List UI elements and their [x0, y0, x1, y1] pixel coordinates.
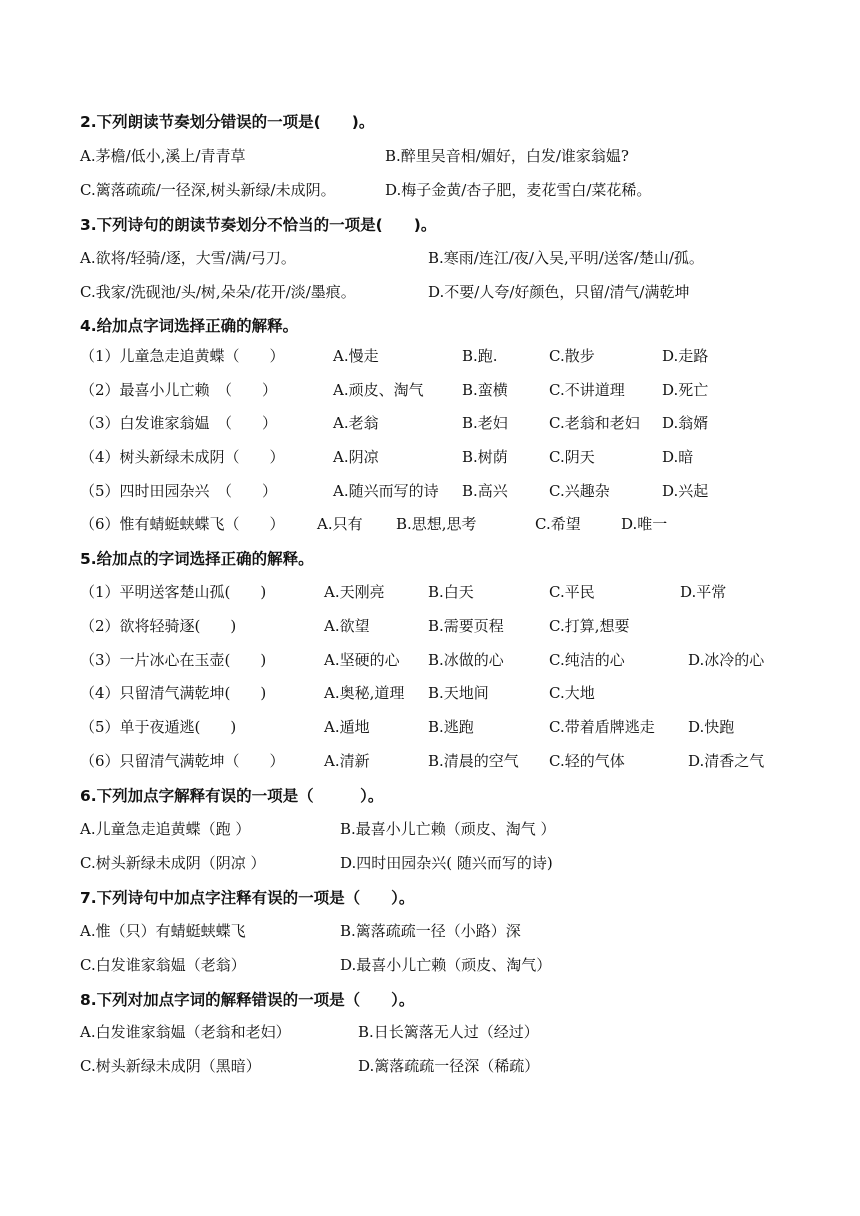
option-b: B.日长篱落无人过（经过） [358, 1023, 539, 1041]
question-5-title: 5.给加点的字词选择正确的解释。 [80, 550, 314, 568]
question-7-title: 7.下列诗句中加点字注释有误的一项是（ ）。 [80, 889, 415, 907]
option-a: A.儿童急走追黄蝶（跑 ） [80, 820, 251, 838]
option-c: C.树头新绿未成阴（黑暗） [80, 1057, 261, 1075]
item-text: （1）儿童急走追黄蝶（ ） [80, 347, 285, 365]
option-a: A.老翁 [333, 414, 379, 432]
option-d: D.最喜小儿亡赖（顽皮、淘气） [340, 956, 552, 974]
option-b: B.逃跑 [428, 718, 474, 736]
option-c: C.希望 [535, 515, 581, 533]
option-d: D.走路 [662, 347, 709, 365]
option-d: D.死亡 [662, 381, 709, 399]
option-c: C.树头新绿未成阴（阴凉 ） [80, 854, 266, 872]
option-a: A.只有 [317, 515, 363, 533]
item-text: （2）最喜小儿亡赖 （ ） [80, 381, 278, 399]
question-2-title: 2.下列朗读节奏划分错误的一项是( )。 [80, 113, 375, 131]
option-a: A.坚硬的心 [324, 651, 400, 669]
option-c: C.兴趣杂 [549, 482, 610, 500]
item-text: （3）白发谁家翁媪 （ ） [80, 414, 278, 432]
option-a: A.欲望 [324, 617, 370, 635]
option-b: B.白天 [428, 583, 474, 601]
option-a: A.白发谁家翁媪（老翁和老妇） [80, 1023, 291, 1041]
option-a: A.天刚亮 [324, 583, 385, 601]
option-a: A.惟（只）有蜻蜓蛱蝶飞 [80, 922, 246, 940]
item-text: （6）只留清气满乾坤（ ） [80, 752, 285, 770]
option-c: C.我家/洗砚池/头/树,朵朵/花开/淡/墨痕。 [80, 283, 356, 301]
option-c: C.老翁和老妇 [549, 414, 640, 432]
option-a: A.奥秘,道理 [324, 684, 405, 702]
option-c: C.平民 [549, 583, 595, 601]
option-c: C.打算,想要 [549, 617, 630, 635]
option-b: B.冰做的心 [428, 651, 504, 669]
option-d: D.清香之气 [688, 752, 765, 770]
option-c: C.带着盾牌逃走 [549, 718, 655, 736]
option-a: A.顽皮、淘气 [333, 381, 424, 399]
option-d: D.不要/人夸/好颜色，只留/清气/满乾坤 [428, 283, 690, 301]
option-c: C.篱落疏疏/一径深,树头新绿/未成阴。 [80, 181, 336, 199]
item-text: （4）树头新绿未成阴（ ） [80, 448, 285, 466]
question-4-title: 4.给加点字词选择正确的解释。 [80, 317, 299, 335]
item-text: （4）只留清气满乾坤( ) [80, 684, 267, 702]
option-b: B.树荫 [462, 448, 508, 466]
item-text: （5）单于夜遁逃( ) [80, 718, 237, 736]
option-d: D.唯一 [621, 515, 668, 533]
question-3-title: 3.下列诗句的朗读节奏划分不恰当的一项是( )。 [80, 216, 437, 234]
item-text: （6）惟有蜻蜓蛱蝶飞（ ） [80, 515, 285, 533]
option-c: C.散步 [549, 347, 595, 365]
option-a: A.慢走 [333, 347, 379, 365]
option-c: C.轻的气体 [549, 752, 625, 770]
option-a: A.清新 [324, 752, 370, 770]
option-a: A.阴凉 [333, 448, 379, 466]
option-b: B.篱落疏疏一径（小路）深 [340, 922, 521, 940]
option-b: B.最喜小儿亡赖（顽皮、淘气 ） [340, 820, 556, 838]
option-d: D.梅子金黄/杏子肥，麦花雪白/菜花稀。 [385, 181, 652, 199]
item-text: （2）欲将轻骑逐( ) [80, 617, 237, 635]
option-b: B.天地间 [428, 684, 489, 702]
item-text: （5）四时田园杂兴 （ ） [80, 482, 278, 500]
option-c: C.阴天 [549, 448, 595, 466]
option-d: D.篱落疏疏一径深（稀疏） [358, 1057, 540, 1075]
option-c: C.大地 [549, 684, 595, 702]
option-d: D.平常 [680, 583, 727, 601]
option-b: B.蛮横 [462, 381, 508, 399]
option-a: A.欲将/轻骑/逐，大雪/满/弓刀。 [80, 249, 296, 267]
item-text: （3）一片冰心在玉壶( ) [80, 651, 267, 669]
option-d: D.四时田园杂兴( 随兴而写的诗) [340, 854, 553, 872]
option-b: B.思想,思考 [396, 515, 477, 533]
option-b: B.跑. [462, 347, 498, 365]
question-6-title: 6.下列加点字解释有误的一项是（ ）。 [80, 787, 384, 805]
option-c: C.纯洁的心 [549, 651, 625, 669]
option-c: C.白发谁家翁媪（老翁） [80, 956, 246, 974]
item-text: （1）平明送客楚山孤( ) [80, 583, 267, 601]
option-d: D.兴起 [662, 482, 709, 500]
option-a: A.遁地 [324, 718, 370, 736]
option-a: A.茅檐/低小,溪上/青青草 [80, 147, 246, 165]
question-8-title: 8.下列对加点字词的解释错误的一项是（ ）。 [80, 991, 415, 1009]
option-b: B.高兴 [462, 482, 508, 500]
option-b: B.清晨的空气 [428, 752, 519, 770]
option-d: D.冰冷的心 [688, 651, 765, 669]
option-b: B.需要页程 [428, 617, 504, 635]
option-c: C.不讲道理 [549, 381, 625, 399]
option-d: D.暗 [662, 448, 694, 466]
option-a: A.随兴而写的诗 [333, 482, 439, 500]
option-b: B.寒雨/连江/夜/入吴,平明/送客/楚山/孤。 [428, 249, 704, 267]
option-b: B.老妇 [462, 414, 508, 432]
option-b: B.醉里吴音相/媚好，白发/谁家翁媪? [385, 147, 629, 165]
option-d: D.快跑 [688, 718, 735, 736]
option-d: D.翁婿 [662, 414, 709, 432]
